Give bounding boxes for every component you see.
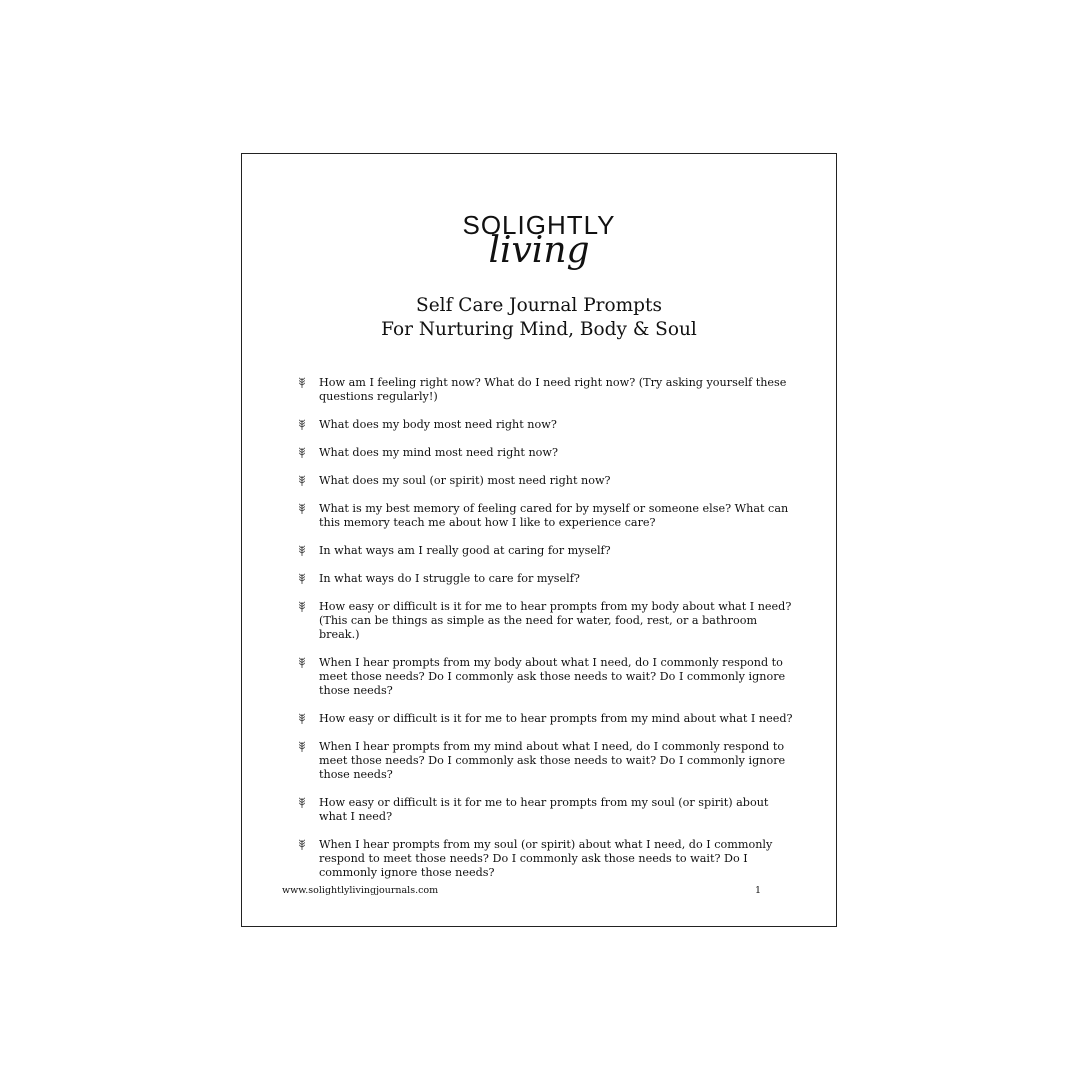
list-item xyxy=(298,446,798,460)
wheat-sprig-icon xyxy=(298,475,306,487)
page-title xyxy=(242,294,836,342)
prompt-text: How am I feeling right now? What do I need right now? (Try asking yourself these questions regularly!) xyxy=(319,376,787,403)
list-item xyxy=(298,376,798,404)
prompt-text: When I hear prompts from my body about what I need, do I commonly respond to meet those needs? Do I commonly ask those needs to wait? Do I commonly ignore those needs? xyxy=(319,656,786,697)
logo-line-solightly: SOLIGHTLY xyxy=(462,210,616,240)
footer-url: www.solightlylivingjournals.com xyxy=(282,885,439,896)
list-item xyxy=(298,712,798,726)
wheat-sprig-icon xyxy=(298,601,306,613)
wheat-sprig-icon xyxy=(298,741,306,753)
list-item xyxy=(298,418,798,432)
page-number: 1 xyxy=(755,885,762,896)
prompt-text: In what ways do I struggle to care for myself? xyxy=(319,572,580,585)
document-page xyxy=(241,153,837,927)
wheat-sprig-icon xyxy=(298,713,306,725)
list-item xyxy=(298,502,798,530)
prompt-text: How easy or difficult is it for me to hear prompts from my soul (or spirit) about what I need? xyxy=(319,796,769,823)
prompt-text: What is my best memory of feeling cared for by myself or someone else? What can this memory teach me about how I like to experience care? xyxy=(319,502,789,529)
wheat-sprig-icon xyxy=(298,419,306,431)
list-item xyxy=(298,544,798,558)
prompt-text: How easy or difficult is it for me to hear prompts from my mind about what I need? xyxy=(319,712,793,725)
wheat-sprig-icon xyxy=(298,545,306,557)
list-item xyxy=(298,474,798,488)
prompt-text: What does my soul (or spirit) most need right now? xyxy=(319,474,611,487)
list-item xyxy=(298,600,798,642)
list-item xyxy=(298,656,798,698)
wheat-sprig-icon xyxy=(298,573,306,585)
wheat-sprig-icon xyxy=(298,657,306,669)
wheat-sprig-icon xyxy=(298,447,306,459)
prompt-list xyxy=(298,376,798,894)
list-item xyxy=(298,572,798,586)
title-line-1: Self Care Journal Prompts xyxy=(416,295,662,316)
prompt-text: When I hear prompts from my mind about what I need, do I commonly respond to meet those needs? Do I commonly ask those needs to wait? Do I commonly ignore those needs? xyxy=(319,740,786,781)
prompt-text: What does my body most need right now? xyxy=(319,418,557,431)
list-item xyxy=(298,838,798,880)
list-item xyxy=(298,740,798,782)
logo-line-living: living xyxy=(488,230,590,271)
prompt-text: What does my mind most need right now? xyxy=(319,446,558,459)
brand-wordmark-logo xyxy=(439,204,639,274)
brand-logo xyxy=(242,204,836,274)
prompt-text: When I hear prompts from my soul (or spirit) about what I need, do I commonly respond to meet those needs? Do I commonly ask those needs to wait? Do I commonly ignore those needs? xyxy=(319,838,773,879)
wheat-sprig-icon xyxy=(298,797,306,809)
prompt-text: How easy or difficult is it for me to hear prompts from my body about what I need? (This can be things as simple as the need for water, food, rest, or a bathroom break.) xyxy=(319,600,792,641)
title-line-2: For Nurturing Mind, Body & Soul xyxy=(381,319,697,340)
wheat-sprig-icon xyxy=(298,503,306,515)
wheat-sprig-icon xyxy=(298,377,306,389)
list-item xyxy=(298,796,798,824)
wheat-sprig-icon xyxy=(298,839,306,851)
prompt-text: In what ways am I really good at caring for myself? xyxy=(319,544,611,557)
